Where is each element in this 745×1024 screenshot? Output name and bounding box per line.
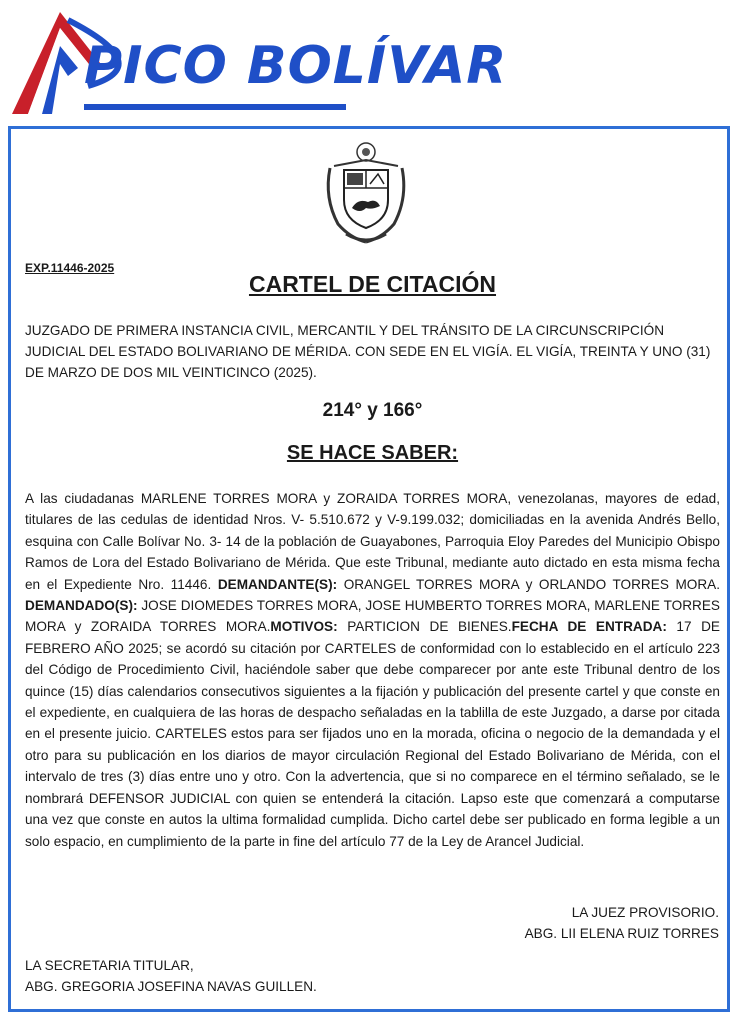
fecha-entrada-label: FECHA DE ENTRADA: — [511, 619, 667, 635]
demandantes: ORANGEL TORRES MORA y ORLANDO TORRES MORA. — [337, 576, 721, 592]
court-header: JUZGADO DE PRIMERA INSTANCIA CIVIL, MERCANTIL Y DEL TRÁNSITO DE LA CIRCUNSCRIPCIÓN JUDICIAL DEL ESTADO BOLIVARIANO DE MÉRIDA. CON SEDE EN EL VIGÍA. EL VIGÍA, TREINTA Y UNO (31) DE MARZO DE DOS MIL VEINTICINCO (2025). — [25, 323, 711, 380]
judge-name: ABG. LII ELENA RUIZ TORRES — [524, 926, 719, 941]
masthead — [0, 0, 745, 125]
notice-body — [25, 488, 720, 852]
notice-title: CARTEL DE CITACIÓN — [248, 271, 497, 297]
secretary-name: ABG. GREGORIA JOSEFINA NAVAS GUILLEN. — [25, 979, 317, 994]
demandados: JOSE DIOMEDES TORRES MORA, JOSE HUMBERTO TORRES MORA, MARLENE TORRES MORA y ZORAIDA TORRES MORA. — [25, 598, 720, 635]
secretary-signature — [25, 955, 317, 997]
body-intro: A las ciudadanas MARLENE TORRES MORA y ZORAIDA TORRES MORA, venezolanas, mayores de edad, titulares de las cedulas de identidad Nros. V- 5.510.672 y V-9.199.032; domiciliadas en la avenida Andrés Bello, esquina con Calle Bolívar No. 3- 14 de la población de Guayabones, Parroquia Eloy Paredes del Municipio Obispo Ramos de Lora del Estado Bolivariano de Mérida. Que este Tribunal, mediante auto dictado en esta misma fecha en el Expediente Nro. 11446. — [25, 491, 720, 592]
judge-signature — [525, 902, 719, 944]
newspaper-name: PICO BOLÍVAR — [84, 36, 508, 96]
judge-role: LA JUEZ PROVISORIO. — [571, 905, 719, 920]
coat-of-arms-icon — [320, 138, 412, 246]
motivos-label: MOTIVOS: — [270, 619, 338, 635]
expediente-number: EXP.11446-2025 — [25, 261, 115, 275]
demandados-label: DEMANDADO(S): — [25, 598, 138, 614]
motivos: PARTICION DE BIENES. — [337, 619, 512, 635]
demandantes-label: DEMANDANTE(S): — [217, 576, 338, 592]
secretary-role: LA SECRETARIA TITULAR, — [25, 958, 194, 973]
degrees-line: 214° y 166° — [322, 400, 423, 421]
se-hace-saber-heading: SE HACE SABER: — [286, 442, 459, 464]
body-rest: 17 DE FEBRERO AÑO 2025; se acordó su citación por CARTELES de conformidad con lo establecido en el artículo 223 del Código de Procedimiento Civil, haciéndole saber que debe comparecer por ante este Tribunal dentro de los quince (15) días calendarios consecutivos siguientes a la fijación y publicación del presente cartel y que conste en el expediente, en cualquiera de las horas de despacho señaladas en la tablilla de este Juzgado, a darse por citada en el presente juicio. CARTELES estos para ser fijados uno en la morada, oficina o negocio de la demandada y el otro para su publicación en los diarios de mayor circulación Regional del Estado Bolivariano de Mérida, con el intervalo de tres (3) días entre uno y otro. Con la advertencia, que si no comparece en el término señalado, se le nombrará DEFENSOR JUDICIAL con quien se entenderá la citación. Lapso este que comenzará a computarse una vez que conste en autos la ultima formalidad cumplida. Dicho cartel debe ser publicado en forma legible a un solo espacio, en cumplimiento de la parte in fine del artículo 77 de la Ley de Arancel Judicial. — [25, 619, 720, 849]
